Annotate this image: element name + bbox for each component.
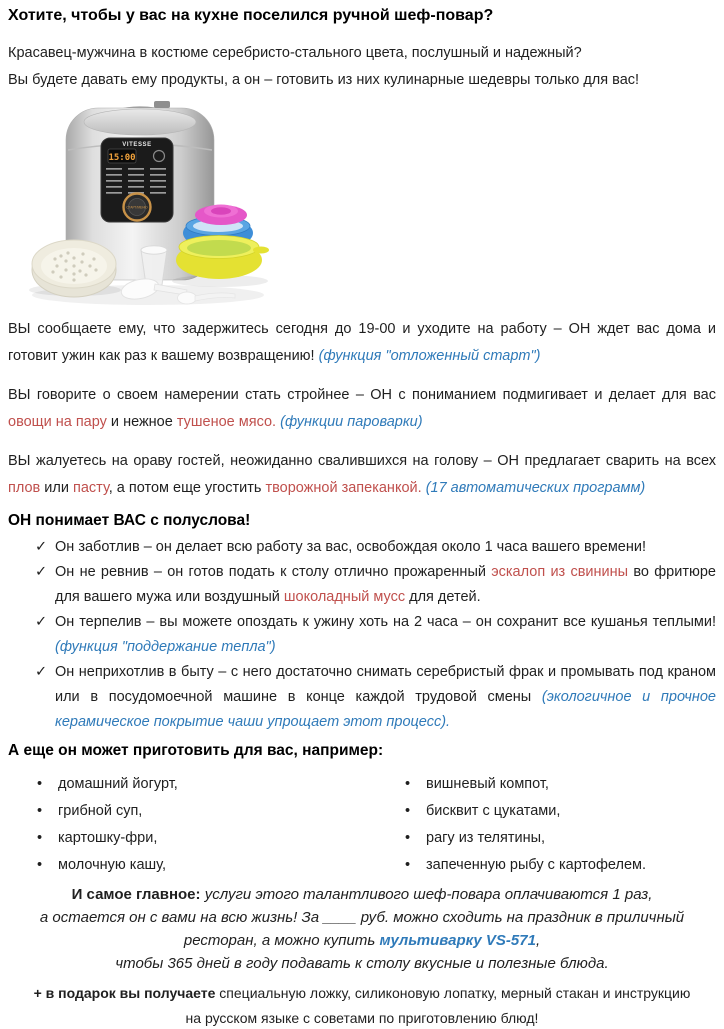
- dish-label: запеченную рыбу с картофелем.: [426, 857, 647, 873]
- scenario-text: ВЫ говорите о своем намерении стать стройнее – ОН с пониманием подмигивает и делает для вас: [8, 387, 716, 403]
- lid-top: [84, 109, 196, 135]
- intro-paragraph: [8, 40, 716, 94]
- dish-pilaf: плов: [8, 480, 41, 496]
- scenario-text: , а потом еще угостить: [108, 480, 266, 496]
- pricing-line-4: [8, 952, 716, 975]
- feature-text: Он терпелив – вы можете опоздать к ужину хоть на 2 часа – он сохранит все кушанья теплыми!: [55, 614, 716, 630]
- intro-line-1: Красавец-мужчина в костюме серебристо-стального цвета, послушный и надежный?: [8, 45, 582, 61]
- scenario-text: ВЫ жалуетесь на ораву гостей, неожиданно свалившихся на голову – ОН предлагает сварить на всех: [8, 453, 716, 469]
- yellow-bowl-tab: [253, 247, 269, 254]
- pricing-text: ,: [535, 932, 541, 949]
- feature-item-caring: [8, 535, 716, 560]
- intro-line-2: Вы будете давать ему продукты, а он – готовить из них кулинарные шедевры только для вас!: [8, 72, 640, 88]
- pricing-lead: И самое главное:: [71, 886, 201, 903]
- spoon-bowl: [178, 292, 197, 304]
- dishes-columns: [8, 771, 716, 879]
- bullet-icon: •: [405, 776, 411, 792]
- dial-label: СТАРТ/МЕНЮ: [126, 205, 148, 210]
- yellow-bowl-inner-green: [187, 240, 251, 256]
- dish-label: рагу из телятины,: [426, 830, 546, 846]
- dish-label: вишневый компот,: [426, 776, 549, 792]
- dish-label: молочную кашу,: [58, 857, 166, 873]
- feature-text: Он заботлив – он делает всю работу за вас, освобождая около 1 часа вашего времени!: [55, 539, 646, 555]
- pricing-line-3: [8, 929, 716, 952]
- feature-note-programs: (17 автоматических программ): [425, 480, 646, 496]
- gift-text-line2: на русском языке с советами по приготовлению блюд!: [185, 1010, 539, 1026]
- check-icon: ✓: [35, 564, 48, 580]
- check-icon: ✓: [35, 664, 48, 680]
- multicooker-illustration: [28, 98, 273, 310]
- dish-pork-escalope: эскалоп из свинины: [491, 564, 629, 580]
- pricing-text: услуги этого талантливого шеф-повара оплачиваются 1 раз,: [200, 886, 653, 903]
- dish-chocolate-mousse: шоколадный мусс: [283, 589, 406, 605]
- list-item: [405, 852, 646, 879]
- bullet-icon: •: [405, 830, 411, 846]
- check-icon: ✓: [35, 539, 48, 555]
- scenario-text: или: [40, 480, 73, 496]
- pink-bowl-lid-center: [211, 207, 231, 215]
- product-model-name: мультиварку VS-571: [379, 932, 536, 949]
- feature-text: во фритюре для вашего мужа или воздушный: [55, 564, 716, 605]
- dish-stewed-meat: тушеное мясо.: [176, 414, 277, 430]
- feature-item-patient: [8, 610, 716, 660]
- pricing-note: [8, 883, 716, 975]
- list-item: [37, 825, 398, 852]
- dishes-list-right: [398, 771, 646, 879]
- bullet-icon: •: [405, 857, 411, 873]
- list-item: [405, 825, 646, 852]
- feature-text: Он не ревнив – он готов подать к столу отлично прожаренный: [55, 564, 492, 580]
- scenario-text: и нежное: [106, 414, 177, 430]
- page-title: Хотите, чтобы у вас на кухне поселился ручной шеф-повар?: [8, 7, 494, 24]
- display-time: 15:00: [108, 153, 136, 163]
- bullet-icon: •: [37, 830, 43, 846]
- feature-item-easy-care: [8, 660, 716, 735]
- dishes-list-left: [8, 771, 398, 879]
- pricing-text: чтобы 365 дней в году подавать к столу вкусные и полезные блюда.: [115, 955, 609, 972]
- dish-label: домашний йогурт,: [58, 776, 178, 792]
- bullet-icon: •: [37, 857, 43, 873]
- pricing-text: а остается он с вами на всю жизнь! За ____ руб. можно сходить на праздник в приличный: [39, 909, 685, 926]
- scenario-delayed-start: [8, 316, 716, 370]
- dish-label: бисквит с цукатами,: [426, 803, 561, 819]
- pricing-line-2: [8, 906, 716, 929]
- brand-label: VITESSE: [122, 142, 152, 148]
- measuring-cup-rim: [141, 246, 167, 254]
- scenario-programs: [8, 448, 716, 502]
- list-item: [37, 771, 398, 798]
- gift-lead: + в подарок вы получаете: [33, 985, 216, 1001]
- pricing-text: ресторан, а можно купить: [183, 932, 380, 949]
- list-item: [37, 852, 398, 879]
- scenario-text: ВЫ сообщаете ему, что задержитесь сегодня до 19-00 и уходите на работу – ОН ждет вас дома и готовит ужин как раз к вашему возвращению!: [8, 321, 716, 364]
- list-item: [405, 798, 646, 825]
- check-icon: ✓: [35, 614, 48, 630]
- dish-steamed-vegetables: овощи на пару: [8, 414, 107, 430]
- feature-note-ceramic-coating: (экологичное и прочное керамическое покрытие чаши упрощает этот процесс).: [55, 689, 716, 730]
- bullet-icon: •: [405, 803, 411, 819]
- feature-note-delayed-start: (функция "отложенный старт"): [318, 348, 541, 364]
- gift-text: специальную ложку, силиконовую лопатку, мерный стакан и инструкцию: [215, 985, 691, 1001]
- scenario-steamer: [8, 382, 716, 436]
- list-item: [37, 798, 398, 825]
- feature-item-not-jealous: [8, 560, 716, 610]
- product-image: [28, 98, 273, 308]
- bullet-icon: •: [37, 776, 43, 792]
- heading-dishes: А еще он может приготовить для вас, например:: [8, 742, 384, 759]
- dish-pasta: пасту: [72, 480, 109, 496]
- feature-text: Он неприхотлив в быту – с него достаточно снимать серебристый фрак и промывать под краном или в посудомоечной машине в конце каждой трудовой смены: [55, 664, 716, 705]
- feature-note-keep-warm: (функция "поддержание тепла"): [55, 639, 276, 655]
- bullet-icon: •: [37, 803, 43, 819]
- features-list: [8, 535, 716, 735]
- dish-casserole: творожной запеканкой.: [265, 480, 422, 496]
- gift-note: [8, 981, 716, 1029]
- feature-note-steamer: (функции пароварки): [280, 414, 423, 430]
- dish-label: грибной суп,: [58, 803, 143, 819]
- steam-vent: [154, 101, 170, 108]
- list-item: [405, 771, 646, 798]
- dish-label: картошку-фри,: [58, 830, 158, 846]
- heading-understands: ОН понимает ВАС с полуслова!: [8, 512, 251, 529]
- feature-text: для детей.: [405, 589, 481, 605]
- pricing-line-1: [8, 883, 716, 906]
